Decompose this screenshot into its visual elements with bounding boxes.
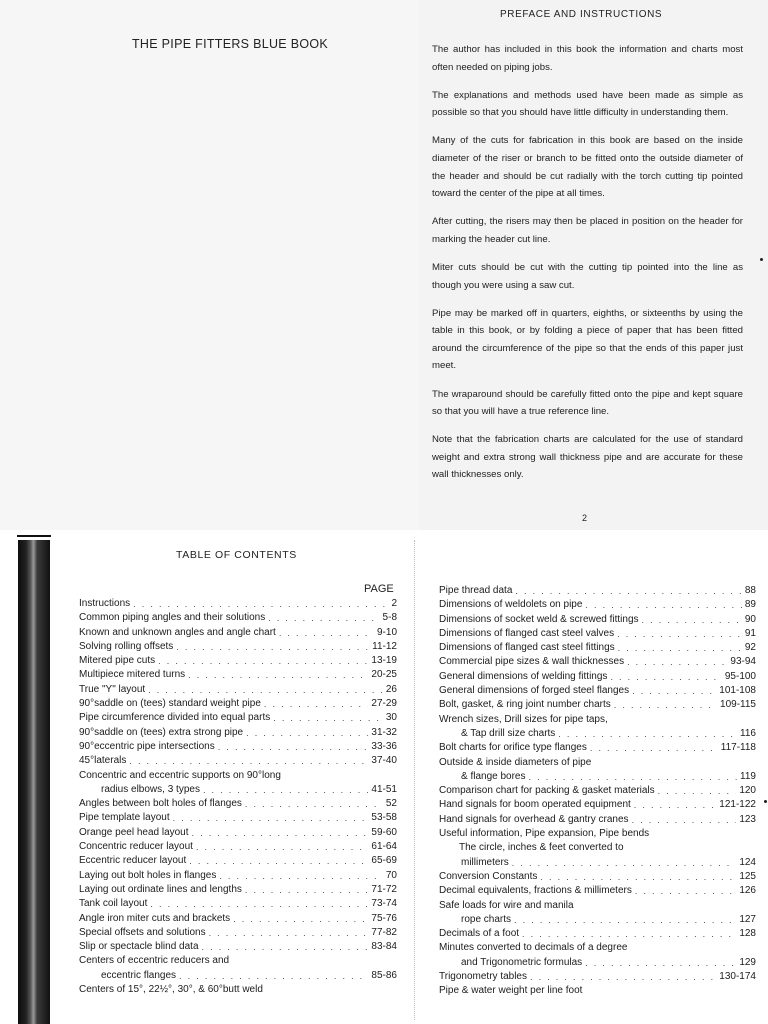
toc-entry (79, 597, 397, 611)
toc-entry-page: 71-72 (371, 883, 397, 895)
toc-entry (439, 941, 756, 955)
toc-entry-page: 109-115 (720, 699, 756, 711)
toc-entry-title: Slip or spectacle blind data (79, 941, 199, 953)
toc-entry-page: 13-19 (371, 655, 397, 667)
toc-leader-dots (189, 854, 368, 868)
toc-entry (439, 670, 756, 684)
toc-entry-page: 123 (739, 813, 756, 825)
toc-entry-title: General dimensions of welding fittings (439, 670, 608, 682)
toc-entry-title: Pipe circumference divided into equal parts (79, 712, 271, 724)
toc-entry-page: 117-118 (720, 742, 756, 754)
toc-entry-title: 45°laterals (79, 755, 127, 767)
toc-leader-dots (173, 811, 369, 825)
toc-leader-dots (512, 856, 737, 870)
toc-entry (439, 784, 756, 798)
toc-entry-page: 89 (744, 599, 756, 611)
toc-leader-dots (614, 698, 717, 712)
toc-entry (439, 899, 756, 913)
toc-leader-dots (515, 584, 741, 598)
toc-entry (79, 611, 397, 625)
toc-entry-page: 124 (739, 856, 756, 868)
toc-leader-dots (642, 613, 742, 627)
toc-leader-dots (522, 927, 736, 941)
toc-entry (79, 854, 397, 868)
toc-entry (439, 698, 756, 712)
preface-paragraph: After cutting, the risers may then be placed in position on the header for marking the header cut line. (432, 216, 743, 245)
toc-entry (79, 897, 397, 911)
toc-entry (79, 811, 397, 825)
toc-entry-title: eccentric flanges (101, 969, 177, 981)
toc-leader-dots (150, 897, 368, 911)
toc-entry-title: Centers of 15°, 22½°, 30°, & 60°butt weld (79, 984, 263, 996)
toc-leader-dots (158, 654, 368, 668)
toc-entry-page: 93-94 (730, 656, 756, 668)
toc-entry (439, 870, 756, 884)
toc-entry (439, 655, 756, 669)
title-page-scan (0, 0, 419, 530)
toc-entry-title: Trigonometry tables (439, 971, 527, 983)
toc-entry (79, 769, 397, 783)
toc-entry (79, 654, 397, 668)
toc-entry-title: Hand signals for boom operated equipment (439, 799, 631, 811)
toc-left-column (79, 597, 397, 997)
toc-entry (439, 613, 756, 627)
toc-entry-page: 126 (739, 885, 756, 897)
toc-entry (79, 883, 397, 897)
preface-page-number: 2 (582, 513, 588, 523)
toc-entry-page: 95-100 (724, 670, 756, 682)
preface-heading: PREFACE AND INSTRUCTIONS (500, 9, 663, 20)
toc-entry-title: Angle iron miter cuts and brackets (79, 912, 231, 924)
toc-entry-page: 5-8 (382, 612, 397, 624)
toc-entry (79, 869, 397, 883)
toc-leader-dots (634, 798, 717, 812)
toc-entry (439, 641, 756, 655)
toc-entry-title: Tank coil layout (79, 898, 148, 910)
preface-body (432, 41, 743, 494)
toc-entry (79, 969, 397, 983)
toc-entry (439, 841, 756, 855)
toc-entry (79, 626, 397, 640)
toc-entry-title: Minutes converted to decimals of a degree (439, 942, 628, 954)
toc-entry (79, 783, 397, 797)
binding-edge-line (17, 535, 51, 537)
toc-entry (439, 913, 756, 927)
toc-entry-page: 129 (739, 956, 756, 968)
scan-speck (760, 258, 763, 261)
toc-entry (79, 697, 397, 711)
toc-leader-dots (617, 627, 742, 641)
toc-leader-dots (618, 641, 742, 655)
toc-leader-dots (245, 883, 369, 897)
toc-entry-title: Mitered pipe cuts (79, 655, 156, 667)
toc-entry-title: Safe loads for wire and manila (439, 899, 574, 911)
toc-entry-title: Hand signals for overhead & gantry cranes (439, 813, 629, 825)
toc-entry (439, 827, 756, 841)
toc-entry-title: Pipe thread data (439, 585, 513, 596)
toc-entry-title: Outside & inside diameters of pipe (439, 756, 592, 768)
toc-entry-title: Commercial pipe sizes & wall thicknesses (439, 656, 625, 668)
toc-entry-title: Bolt charts for orifice type flanges (439, 742, 587, 754)
toc-leader-dots (530, 970, 716, 984)
toc-entry-title: Pipe & water weight per line foot (439, 985, 583, 997)
toc-entry (439, 813, 756, 827)
toc-entry (439, 970, 756, 984)
toc-leader-dots (268, 611, 379, 625)
toc-entry-title: Concentric reducer layout (79, 841, 193, 853)
toc-entry-page: 9-10 (376, 626, 397, 638)
toc-entry (439, 727, 756, 741)
toc-entry-page: 53-58 (371, 812, 397, 824)
toc-entry (79, 711, 397, 725)
toc-entry-title: Concentric and eccentric supports on 90°long (79, 769, 281, 781)
toc-entry-page: 33-36 (371, 740, 397, 752)
toc-leader-dots (176, 640, 369, 654)
toc-entry-page: 37-40 (371, 755, 397, 767)
toc-leader-dots (203, 783, 368, 797)
toc-entry-title: millimeters (461, 856, 509, 868)
book-spine-edge (18, 540, 50, 1024)
toc-entry (439, 598, 756, 612)
toc-entry-page: 65-69 (371, 855, 397, 867)
toc-entry (79, 912, 397, 926)
toc-leader-dots (245, 797, 383, 811)
toc-entry-page: 120 (739, 785, 756, 797)
toc-leader-dots (658, 784, 737, 798)
toc-entry-title: Special offsets and solutions (79, 926, 206, 938)
preface-paragraph: Pipe may be marked off in quarters, eighths, or sixteenths by using the table in this book, or by folding a piece of paper that has been fitted around the circumference of the pipe so that the ends of this paper just meet. (432, 307, 743, 372)
toc-entry-page: 127 (739, 913, 756, 925)
toc-leader-dots (148, 683, 383, 697)
toc-entry-title: Eccentric reducer layout (79, 855, 187, 867)
toc-entry-page: 30 (385, 712, 397, 724)
toc-entry (439, 798, 756, 812)
toc-entry-title: Dimensions of socket weld & screwed fittings (439, 613, 639, 625)
toc-entry-title: Dimensions of flanged cast steel valves (439, 627, 615, 639)
toc-entry-title: Useful information, Pipe expansion, Pipe bends (439, 828, 650, 840)
toc-entry-title: Decimal equivalents, fractions & millimeters (439, 885, 632, 897)
toc-entry (439, 627, 756, 641)
toc-entry-title: rope charts (461, 913, 512, 925)
toc-entry-title: Laying out bolt holes in flanges (79, 869, 217, 881)
toc-entry-page: 52 (385, 798, 397, 810)
column-divider (414, 540, 416, 1020)
toc-leader-dots (133, 597, 388, 611)
preface-paragraph: The wraparound should be carefully fitted onto the pipe and kept square so that you will have a true reference line. (432, 388, 743, 418)
toc-leader-dots (246, 726, 368, 740)
toc-entry-page: 75-76 (371, 912, 397, 924)
toc-entry (79, 726, 397, 740)
toc-leader-dots (192, 826, 369, 840)
toc-entry-title: Pipe template layout (79, 812, 170, 824)
toc-entry-title: The circle, inches & feet converted to (459, 842, 624, 854)
toc-entry-title: Comparison chart for packing & gasket materials (439, 785, 655, 797)
toc-entry-page: 119 (740, 770, 756, 782)
toc-entry-page: 128 (739, 928, 756, 940)
toc-entry-title: Dimensions of weldolets on pipe (439, 599, 583, 611)
toc-entry (79, 797, 397, 811)
toc-leader-dots (590, 741, 718, 755)
toc-leader-dots (264, 697, 369, 711)
toc-leader-dots (610, 670, 721, 684)
toc-leader-dots (233, 912, 368, 926)
toc-entry (79, 740, 397, 754)
toc-title: TABLE OF CONTENTS (176, 549, 297, 561)
toc-entry-title: General dimensions of forged steel flanges (439, 685, 630, 697)
toc-entry-page: 31-32 (371, 726, 397, 738)
toc-entry-title: & Tap drill size charts (461, 727, 556, 739)
toc-leader-dots (529, 770, 738, 784)
toc-entry (439, 856, 756, 870)
toc-entry-page: 121-122 (719, 799, 756, 811)
toc-leader-dots (209, 926, 369, 940)
toc-entry-page: 73-74 (371, 898, 397, 910)
toc-entry-title: 90°saddle on (tees) standard weight pipe (79, 698, 261, 710)
toc-entry (79, 683, 397, 697)
toc-entry (79, 983, 397, 997)
toc-entry (79, 926, 397, 940)
toc-entry-page: 2 (391, 598, 397, 609)
toc-leader-dots (273, 711, 383, 725)
toc-entry (439, 684, 756, 698)
toc-entry (439, 884, 756, 898)
toc-entry-title: Wrench sizes, Drill sizes for pipe taps, (439, 713, 608, 725)
preface-paragraph: Note that the fabrication charts are calculated for the use of standard weight and extra strong wall thickness pipe and are accurate for these wall thicknesses only. (432, 434, 743, 481)
toc-entry (439, 584, 756, 598)
toc-entry (79, 754, 397, 768)
toc-leader-dots (188, 668, 368, 682)
toc-entry-title: True "Y" layout (79, 683, 146, 695)
toc-entry (79, 826, 397, 840)
toc-entry-title: Angles between bolt holes of flanges (79, 798, 242, 810)
toc-entry-title: Orange peel head layout (79, 826, 189, 838)
toc-entry (439, 927, 756, 941)
toc-entry-page: 26 (385, 683, 397, 695)
toc-entry-page: 27-29 (371, 698, 397, 710)
book-title: THE PIPE FITTERS BLUE BOOK (132, 37, 329, 51)
toc-entry-page: 101-108 (719, 685, 756, 697)
toc-entry-page: 116 (740, 727, 756, 739)
toc-entry (79, 954, 397, 968)
toc-entry-title: Bolt, gasket, & ring joint number charts (439, 699, 611, 711)
toc-leader-dots (585, 956, 736, 970)
toc-page-label: PAGE (364, 583, 394, 595)
scan-speck (764, 800, 767, 803)
toc-entry-title: Decimals of a foot (439, 928, 520, 940)
toc-leader-dots (219, 869, 383, 883)
toc-entry-page: 88 (744, 585, 756, 596)
toc-entry-page: 130-174 (719, 971, 756, 983)
preface-paragraph: The explanations and methods used have been made as simple as possible so that you should have little difficulty in understanding them. (432, 89, 743, 119)
toc-leader-dots (627, 655, 727, 669)
toc-leader-dots (279, 626, 374, 640)
toc-leader-dots (632, 684, 716, 698)
toc-entry-title: Conversion Constants (439, 870, 538, 882)
preface-paragraph: Miter cuts should be cut with the cutting tip pointed into the line as though you were using a saw cut. (432, 261, 743, 291)
toc-entry-page: 77-82 (371, 926, 397, 938)
toc-entry (439, 770, 756, 784)
toc-leader-dots (514, 913, 736, 927)
toc-entry (439, 984, 756, 998)
toc-leader-dots (635, 884, 736, 898)
toc-entry-page: 70 (385, 869, 397, 881)
preface-paragraph: The author has included in this book the information and charts most often needed on piping jobs. (432, 44, 743, 73)
toc-entry-page: 11-12 (372, 640, 397, 652)
toc-entry (439, 741, 756, 755)
toc-entry-page: 92 (744, 642, 756, 654)
toc-leader-dots (558, 727, 737, 741)
toc-entry-title: Common piping angles and their solutions (79, 612, 266, 624)
toc-entry-page: 91 (744, 627, 756, 639)
toc-leader-dots (202, 940, 369, 954)
toc-leader-dots (632, 813, 737, 827)
toc-entry (79, 640, 397, 654)
toc-leader-dots (196, 840, 368, 854)
toc-entry (79, 668, 397, 682)
toc-right-column (439, 584, 756, 999)
toc-entry-title: Centers of eccentric reducers and (79, 955, 230, 967)
toc-entry-title: and Trigonometric formulas (461, 956, 583, 968)
toc-leader-dots (585, 598, 741, 612)
toc-entry-page: 41-51 (371, 783, 397, 795)
toc-entry-title: & flange bores (461, 770, 526, 782)
toc-entry-title: Instructions (79, 598, 131, 609)
toc-entry-title: radius elbows, 3 types (101, 783, 200, 795)
toc-entry-page: 61-64 (371, 841, 397, 853)
toc-entry-title: Laying out ordinate lines and lengths (79, 883, 242, 895)
toc-entry-page: 90 (744, 613, 756, 625)
toc-entry (439, 756, 756, 770)
toc-entry (439, 713, 756, 727)
toc-leader-dots (179, 969, 368, 983)
toc-entry-title: Multipiece mitered turns (79, 669, 186, 681)
toc-entry-page: 83-84 (371, 941, 397, 953)
toc-leader-dots (218, 740, 369, 754)
toc-entry (79, 940, 397, 954)
toc-entry-page: 20-25 (371, 669, 397, 681)
toc-entry-title: 90°eccentric pipe intersections (79, 740, 215, 752)
toc-leader-dots (129, 754, 368, 768)
toc-entry-title: 90°saddle on (tees) extra strong pipe (79, 726, 244, 738)
toc-leader-dots (540, 870, 736, 884)
toc-entry-title: Dimensions of flanged cast steel fittings (439, 642, 615, 654)
toc-entry-page: 59-60 (371, 826, 397, 838)
toc-entry (79, 840, 397, 854)
toc-entry-page: 125 (739, 870, 756, 882)
toc-entry-page: 85-86 (371, 969, 397, 981)
toc-entry (439, 956, 756, 970)
toc-entry-title: Solving rolling offsets (79, 640, 174, 652)
preface-paragraph: Many of the cuts for fabrication in this book are based on the inside diameter of the riser or branch to be fitted onto the outside diameter of the header and should be cut radially with the torch cutting tip pointed toward the center of the pipe at all times. (432, 135, 743, 200)
toc-entry-title: Known and unknown angles and angle chart (79, 626, 276, 638)
